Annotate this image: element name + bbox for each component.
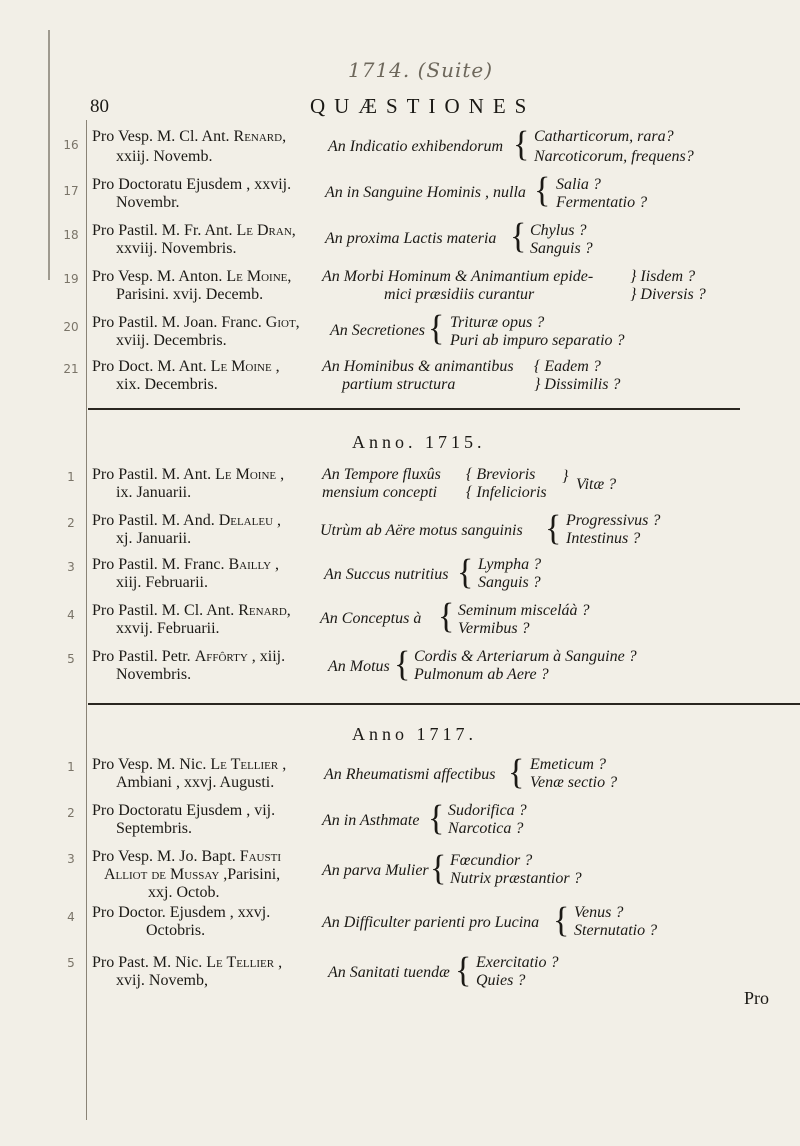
entry-number: 5 (67, 652, 75, 666)
entry-candidate: Pro Pastil. M. Joan. Franc. Giot, (92, 314, 300, 331)
entry-number: 1 (67, 470, 75, 484)
entry-option: Sanguis ? (530, 240, 593, 257)
entry-number: 18 (63, 228, 79, 242)
entry-option: { Eadem ? (534, 358, 601, 375)
entry-option-brace: } (562, 468, 569, 485)
entry-question: An Secretiones (330, 322, 425, 339)
entry-option: Emeticum ? (530, 756, 606, 773)
entry-question: An Indicatio exhibendorum (328, 138, 504, 155)
entry-candidate: Pro Doctor. Ejusdem , xxvj. (92, 904, 271, 921)
entry-option: } Diversis ? (630, 286, 706, 303)
brace: { (534, 171, 551, 210)
entry-date: Parisini. xvij. Decemb. (116, 286, 264, 303)
brace: { (428, 309, 445, 348)
entry-date: Novembr. (116, 194, 180, 211)
entry-number: 17 (63, 184, 79, 198)
entry-option: Cordis & Arteriarum à Sanguine ? (414, 648, 637, 665)
entry-question-cont: mensium concepti (322, 484, 438, 501)
margin-rule (86, 120, 87, 1120)
entry-option: { Infelicioris (466, 484, 547, 501)
entry-candidate: Pro Doct. M. Ant. Le Moine , (92, 358, 280, 375)
entry-date: xxiij. Novemb. (116, 148, 213, 165)
entry-candidate: Pro Doctoratu Ejusdem , vij. (92, 802, 276, 819)
brace: { (428, 799, 445, 838)
entry-question: An in Asthmate (322, 812, 420, 829)
entry-candidate: Pro Pastil. M. Ant. Le Moine , (92, 466, 285, 483)
entry-option: Exercitatio ? (476, 954, 559, 971)
entry-date: xj. Januarii. (116, 530, 192, 547)
page-title: QUÆSTIONES (310, 94, 536, 118)
year-heading-1715: Anno. 1715. (352, 432, 486, 452)
entry-number: 20 (63, 320, 79, 334)
entry-option: Puri ab impuro separatio ? (450, 332, 625, 349)
entry-candidate: Pro Pastil. Petr. Affôrty , xiij. (92, 648, 286, 665)
entry-number: 16 (63, 138, 79, 152)
entry-option: Venus ? (574, 904, 624, 921)
entry-question: An proxima Lactis materia (325, 230, 497, 247)
entry-date: xxviij. Novembris. (116, 240, 237, 257)
entry-question-cont: partium structura (342, 376, 456, 393)
entry-date: xxvij. Februarii. (116, 620, 220, 637)
brace: { (513, 125, 530, 164)
binding-shadow (48, 30, 50, 280)
year-heading-1717: Anno 1717. (352, 724, 477, 744)
entry-candidate: Pro Doctoratu Ejusdem , xxvij. (92, 176, 292, 193)
entry-question: An Motus (328, 658, 390, 675)
entry-candidate: Pro Pastil. M. And. Delaleu , (92, 512, 282, 529)
entry-option: Narcoticorum, frequens? (534, 148, 694, 165)
entry-number: 1 (67, 760, 75, 774)
entry-number: 4 (67, 608, 75, 622)
entry-option: Intestinus ? (566, 530, 641, 547)
entry-option: Vermibus ? (458, 620, 530, 637)
entry-option: Vitæ ? (576, 476, 617, 493)
entry-option: } Dissimilis ? (534, 376, 621, 393)
entry-number: 21 (63, 362, 79, 376)
page-number: 80 (90, 96, 109, 117)
entry-question: An Rheumatismi affectibus (324, 766, 496, 783)
entry-question: An Difficulter parienti pro Lucina (322, 914, 540, 931)
entry-candidate: Pro Past. M. Nic. Le Tellier , (92, 954, 283, 971)
brace: { (394, 645, 411, 684)
entry-question-cont: mici præsidiis curantur (384, 286, 535, 303)
entry-number: 2 (67, 806, 75, 820)
entry-option: Sudorifica ? (448, 802, 527, 819)
entry-date: xvij. Novemb, (116, 972, 208, 989)
entry-date: xix. Decembris. (116, 376, 218, 393)
brace: { (438, 597, 455, 636)
entry-question: An Succus nutritius (324, 566, 449, 583)
entry-date: Ambiani , xxvj. Augusti. (116, 774, 275, 791)
entry-option: } Iisdem ? (630, 268, 696, 285)
entry-option: Sanguis ? (478, 574, 541, 591)
entry-option: Fermentatio ? (556, 194, 648, 211)
entry-number: 5 (67, 956, 75, 970)
brace: { (508, 753, 525, 792)
brace: { (455, 951, 472, 990)
entry-date: Octobris. (146, 922, 206, 939)
brace: { (430, 849, 447, 888)
entry-question: An Tempore fluxûs (322, 466, 441, 483)
entry-question: An in Sanguine Hominis , nulla (325, 184, 526, 201)
entry-option: Sternutatio ? (574, 922, 658, 939)
brace: { (457, 553, 474, 592)
entry-candidate-cont: Alliot de Mussay ,Parisini, (104, 866, 281, 883)
entry-candidate: Pro Pastil. M. Cl. Ant. Renard, (92, 602, 291, 619)
entry-number: 4 (67, 910, 75, 924)
entry-candidate: Pro Pastil. M. Fr. Ant. Le Dran, (92, 222, 296, 239)
entry-question: An Conceptus à (320, 610, 422, 627)
entry-option: Catharticorum, rara? (534, 128, 674, 145)
section-rule (88, 408, 740, 410)
entry-candidate: Pro Vesp. M. Nic. Le Tellier , (92, 756, 287, 773)
entry-question: An parva Mulier (322, 862, 429, 879)
entry-candidate: Pro Vesp. M. Jo. Bapt. Fausti (92, 848, 282, 865)
entry-option: Nutrix præstantior ? (450, 870, 582, 887)
handwritten-note: 1714. (Suite) (348, 58, 494, 82)
entry-option: Venæ sectio ? (530, 774, 618, 791)
entry-date: ix. Januarii. (116, 484, 192, 501)
entry-option: { Brevioris (466, 466, 536, 483)
entry-date: xiij. Februarii. (116, 574, 208, 591)
entry-option: Chylus ? (530, 222, 587, 239)
brace: { (510, 217, 527, 256)
entry-date: Septembris. (116, 820, 192, 837)
entry-option: Narcotica ? (448, 820, 524, 837)
entry-option: Seminum misceláà ? (458, 602, 590, 619)
entry-question: An Morbi Hominum & Animantium epide- (322, 268, 594, 285)
entry-option: Salia ? (556, 176, 601, 193)
entry-date: xxj. Octob. (148, 884, 220, 901)
entry-option: Progressivus ? (566, 512, 661, 529)
entry-candidate: Pro Vesp. M. Anton. Le Moine, (92, 268, 292, 285)
entry-candidate: Pro Pastil. M. Franc. Bailly , (92, 556, 280, 573)
entry-question: An Hominibus & animantibus (322, 358, 514, 375)
section-rule (88, 703, 800, 705)
entry-number: 19 (63, 272, 79, 286)
entry-question: An Sanitati tuendæ (328, 964, 450, 981)
entry-number: 2 (67, 516, 75, 530)
entry-candidate: Pro Vesp. M. Cl. Ant. Renard, (92, 128, 287, 145)
entry-option: Trituræ opus ? (450, 314, 545, 331)
entry-date: Novembris. (116, 666, 192, 683)
entry-question: Utrùm ab Aëre motus sanguinis (320, 522, 523, 539)
entry-number: 3 (67, 560, 75, 574)
catchword: Pro (744, 988, 770, 1008)
entry-option: Quies ? (476, 972, 526, 989)
entry-option: Pulmonum ab Aere ? (414, 666, 549, 683)
entry-number: 3 (67, 852, 75, 866)
entry-option: Fœcundior ? (450, 852, 533, 869)
brace: { (553, 901, 570, 940)
entry-date: xviij. Decembris. (116, 332, 227, 349)
entry-option: Lympha ? (478, 556, 542, 573)
brace: { (545, 509, 562, 548)
